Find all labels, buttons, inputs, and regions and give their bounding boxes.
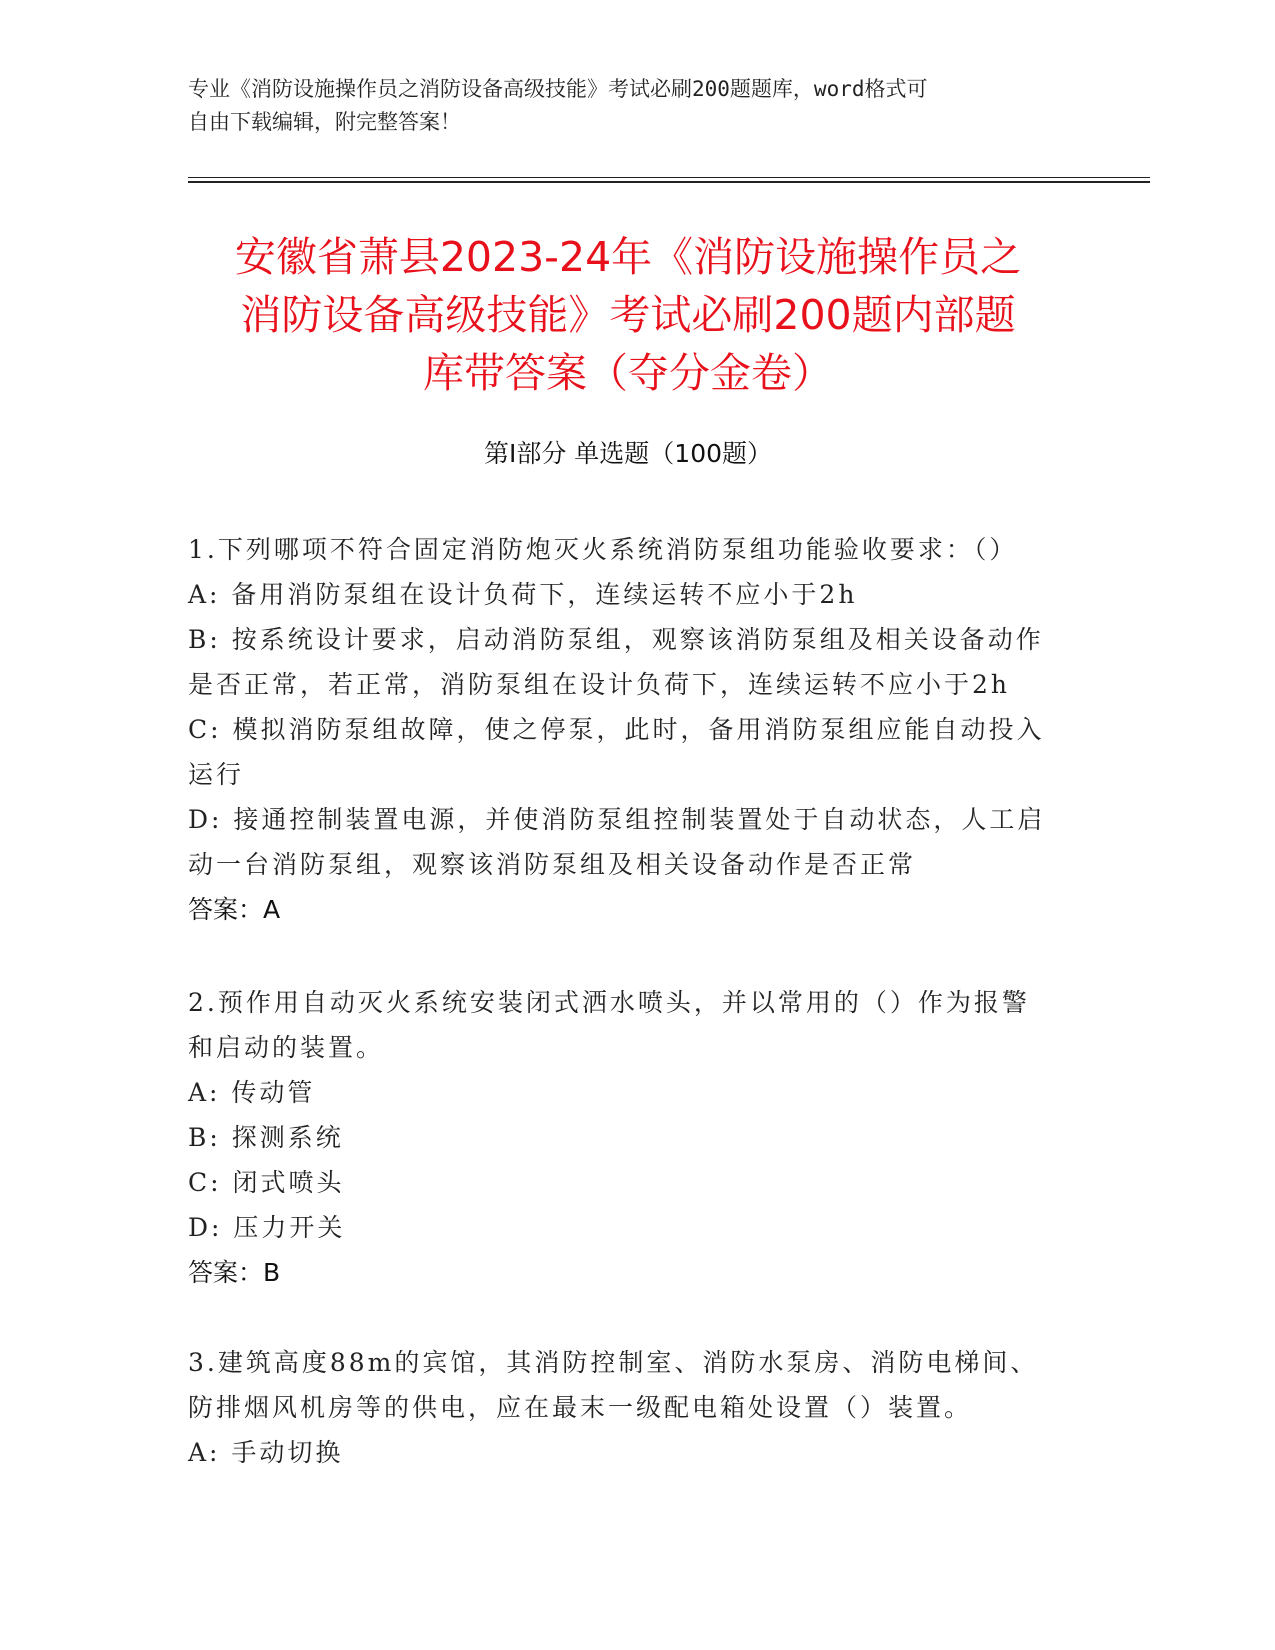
question-2: [188, 980, 1068, 1295]
question-3: [188, 1340, 1068, 1475]
section-heading: 第Ⅰ部分 单选题（100题）: [483, 439, 773, 468]
option-d-continued: 动一台消防泵组，观察该消防泵组及相关设备动作是否正常: [188, 850, 917, 879]
option-b: B: 按系统设计要求，启动消防泵组，观察该消防泵组及相关设备动作: [188, 625, 1044, 654]
answer-label: 答案：B: [188, 1258, 281, 1287]
question-stem: 1.下列哪项不符合固定消防炮灭火系统消防泵组功能验收要求：（）: [188, 535, 1018, 564]
header-note: [188, 73, 1068, 139]
option-c: C: 模拟消防泵组故障，使之停泵，此时，备用消防泵组应能自动投入: [188, 715, 1045, 744]
option-a: A: 传动管: [188, 1078, 316, 1107]
header-divider-thick: [188, 181, 1150, 183]
option-b-continued: 是否正常，若正常，消防泵组在设计负荷下，连续运转不应小于2h: [188, 670, 1011, 699]
option-a: A: 备用消防泵组在设计负荷下，连续运转不应小于2h: [188, 580, 858, 609]
option-d: D: 接通控制装置电源，并使消防泵组控制装置处于自动状态，人工启: [188, 805, 1046, 834]
question-1: [188, 527, 1068, 932]
answer-label: 答案：A: [188, 895, 281, 924]
option-a: A: 手动切换: [188, 1438, 344, 1467]
title-line: 安徽省萧县2023-24年《消防设施操作员之: [234, 233, 1022, 281]
option-c: C: 闭式喷头: [188, 1168, 345, 1197]
title-line: 库带答案（夺分金卷）: [423, 349, 833, 397]
header-note-line: 专业《消防设施操作员之消防设备高级技能》考试必刷200题题库，word格式可: [188, 77, 928, 101]
question-stem: 2.预作用自动灭火系统安装闭式洒水喷头，并以常用的（）作为报警: [188, 988, 1030, 1017]
question-stem: 3.建筑高度88m的宾馆，其消防控制室、消防水泵房、消防电梯间、: [188, 1348, 1039, 1377]
header-note-line: 自由下载编辑，附完整答案！: [188, 110, 461, 134]
question-stem-continued: 和启动的装置。: [188, 1033, 385, 1062]
title-line: 消防设备高级技能》考试必刷200题内部题: [240, 291, 1016, 339]
document-title: [188, 228, 1068, 402]
header-divider-thin: [188, 177, 1150, 178]
option-b: B: 探测系统: [188, 1123, 344, 1152]
question-stem-continued: 防排烟风机房等的供电，应在最末一级配电箱处设置（）装置。: [188, 1393, 973, 1422]
option-d: D: 压力开关: [188, 1213, 346, 1242]
option-c-continued: 运行: [188, 760, 245, 789]
